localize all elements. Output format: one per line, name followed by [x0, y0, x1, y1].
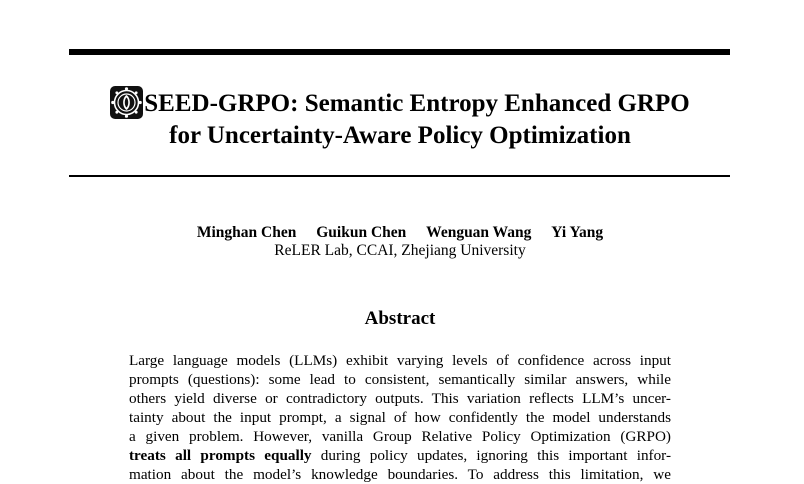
title-line-1	[60, 86, 740, 120]
seed-logo-icon	[110, 86, 143, 119]
author-name: Wenguan Wang	[426, 224, 532, 241]
affiliation: ReLER Lab, CCAI, Zhejiang University	[274, 242, 526, 259]
title-line-2: for Uncertainty-Aware Policy Optimization	[169, 122, 631, 149]
abstract-line: tainty about the input prompt, a signal of how confidently the model understands	[129, 409, 671, 426]
abstract-line: prompts (questions): some lead to consistent, semantically similar answers, while	[129, 371, 671, 388]
abstract-line: a given problem. However, vanilla Group Relative Policy Optimization (GRPO)	[129, 428, 671, 445]
bottom-rule	[69, 175, 730, 177]
abstract-heading: Abstract	[364, 308, 436, 329]
author-list	[60, 224, 740, 242]
abstract-line-rest: during policy updates, ignoring this important infor-	[311, 447, 671, 464]
author-name: Guikun Chen	[316, 224, 407, 241]
author-name: Yi Yang	[551, 224, 604, 241]
author-name: Minghan Chen	[196, 224, 297, 241]
abstract-line: mation about the model’s knowledge boundaries. To address this limitation, we	[129, 466, 671, 483]
top-rule	[69, 49, 730, 55]
abstract-emphasis: treats all prompts equally	[129, 447, 312, 464]
abstract-body	[129, 351, 671, 484]
title-text-line-1: SEED-GRPO: Semantic Entropy Enhanced GRPO	[144, 90, 690, 117]
paper-title	[60, 86, 740, 152]
abstract-line: Large language models (LLMs) exhibit varying levels of confidence across input	[129, 352, 671, 369]
abstract-line	[129, 446, 671, 465]
abstract-line: others yield diverse or contradictory outputs. This variation reflects LLM’s uncer-	[129, 390, 671, 407]
